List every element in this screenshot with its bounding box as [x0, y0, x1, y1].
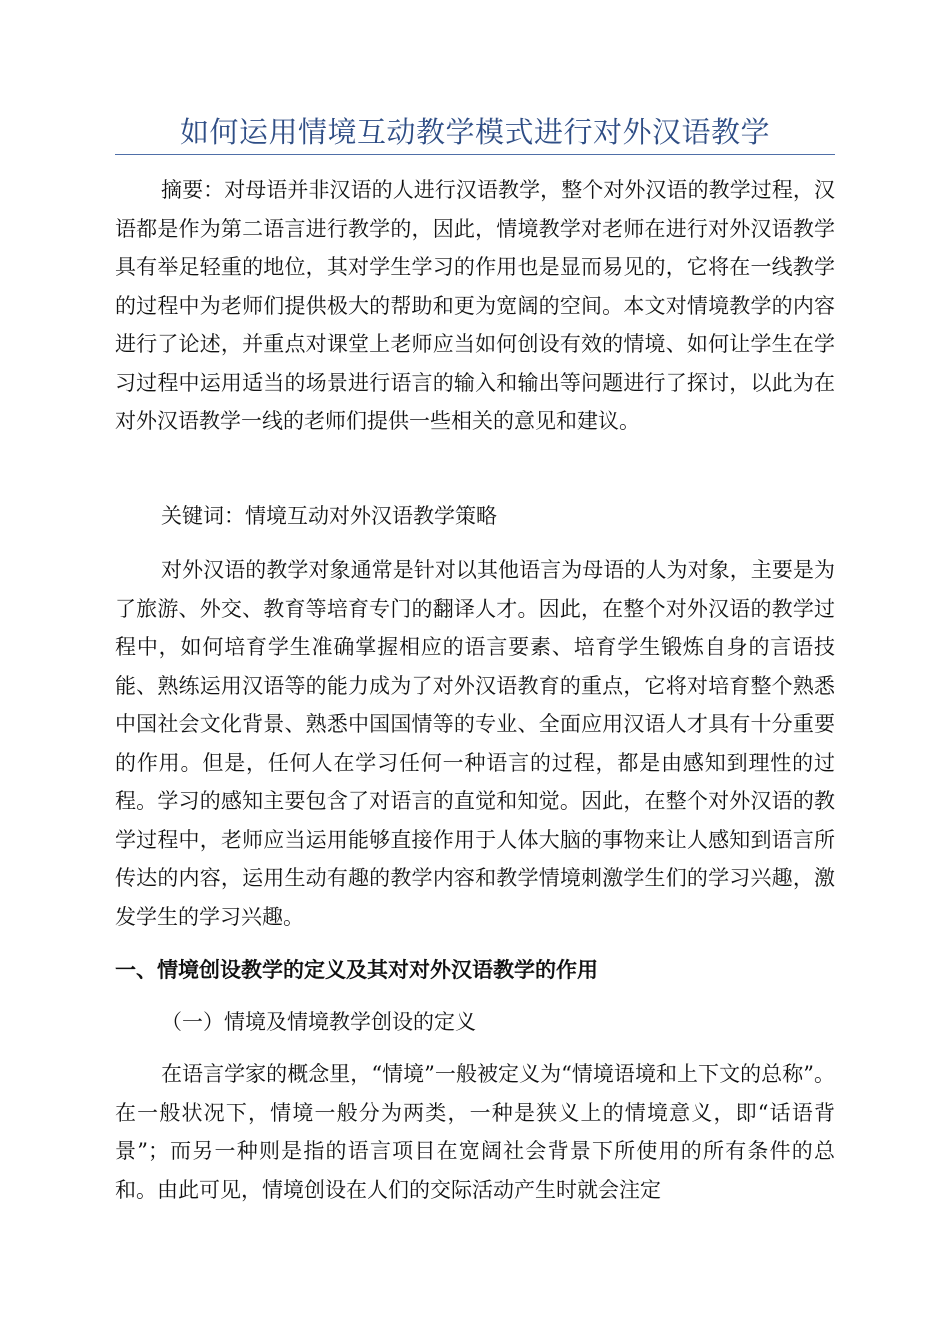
- abstract-paragraph: 摘要：对母语并非汉语的人进行汉语教学，整个对外汉语的教学过程，汉语都是作为第二语言进行教学的，因此，情境教学对老师在进行对外汉语教学具有举足轻重的地位，其对学生学习的作用也是显而易见的，它将在一线教学的过程中为老师们提供极大的帮助和更为宽阔的空间。本文对情境教学的内容进行了论述，并重点对课堂上老师应当如何创设有效的情境、如何让学生在学习过程中运用适当的场景进行语言的输入和输出等问题进行了探讨，以此为在对外汉语教学一线的老师们提供一些相关的意见和建议。: [115, 178, 835, 433]
- document-title: 如何运用情境互动教学模式进行对外汉语教学: [179, 115, 770, 149]
- intro-paragraph: 对外汉语的教学对象通常是针对以其他语言为母语的人为对象，主要是为了旅游、外交、教育等培育专门的翻译人才。因此，在整个对外汉语的教学过程中，如何培育学生准确掌握相应的语言要素、培育学生锻炼自身的言语技能、熟练运用汉语等的能力成为了对外汉语教育的重点，它将对培育整个熟悉中国社会文化背景、熟悉中国国情等的专业、全面应用汉语人才具有十分重要的作用。但是，任何人在学习任何一种语言的过程，都是由感知到理性的过程。学习的感知主要包含了对语言的直觉和知觉。因此，在整个对外汉语的教学过程中，老师应当运用能够直接作用于人体大脑的事物来让人感知到语言所传达的内容，运用生动有趣的教学内容和教学情境刺激学生们的学习兴趣，激发学生的学习兴趣。: [115, 558, 835, 929]
- title-underline: [115, 154, 835, 155]
- keywords-line: 关键词：情境互动对外汉语教学策略: [161, 504, 497, 528]
- subsection-heading-1: （一）情境及情境教学创设的定义: [161, 1010, 476, 1034]
- section-paragraph-1: 在语言学家的概念里，“情境”一般被定义为“情境语境和上下文的总称”。在一般状况下，情境一般分为两类，一种是狭义上的情境意义，即“话语背景”；而另一种则是指的语言项目在宽阔社会背景下所使用的所有条件的总和。由此可见，情境创设在人们的交际活动产生时就会注定: [115, 1062, 835, 1202]
- section-heading-1: 一、情境创设教学的定义及其对对外汉语教学的作用: [115, 958, 598, 982]
